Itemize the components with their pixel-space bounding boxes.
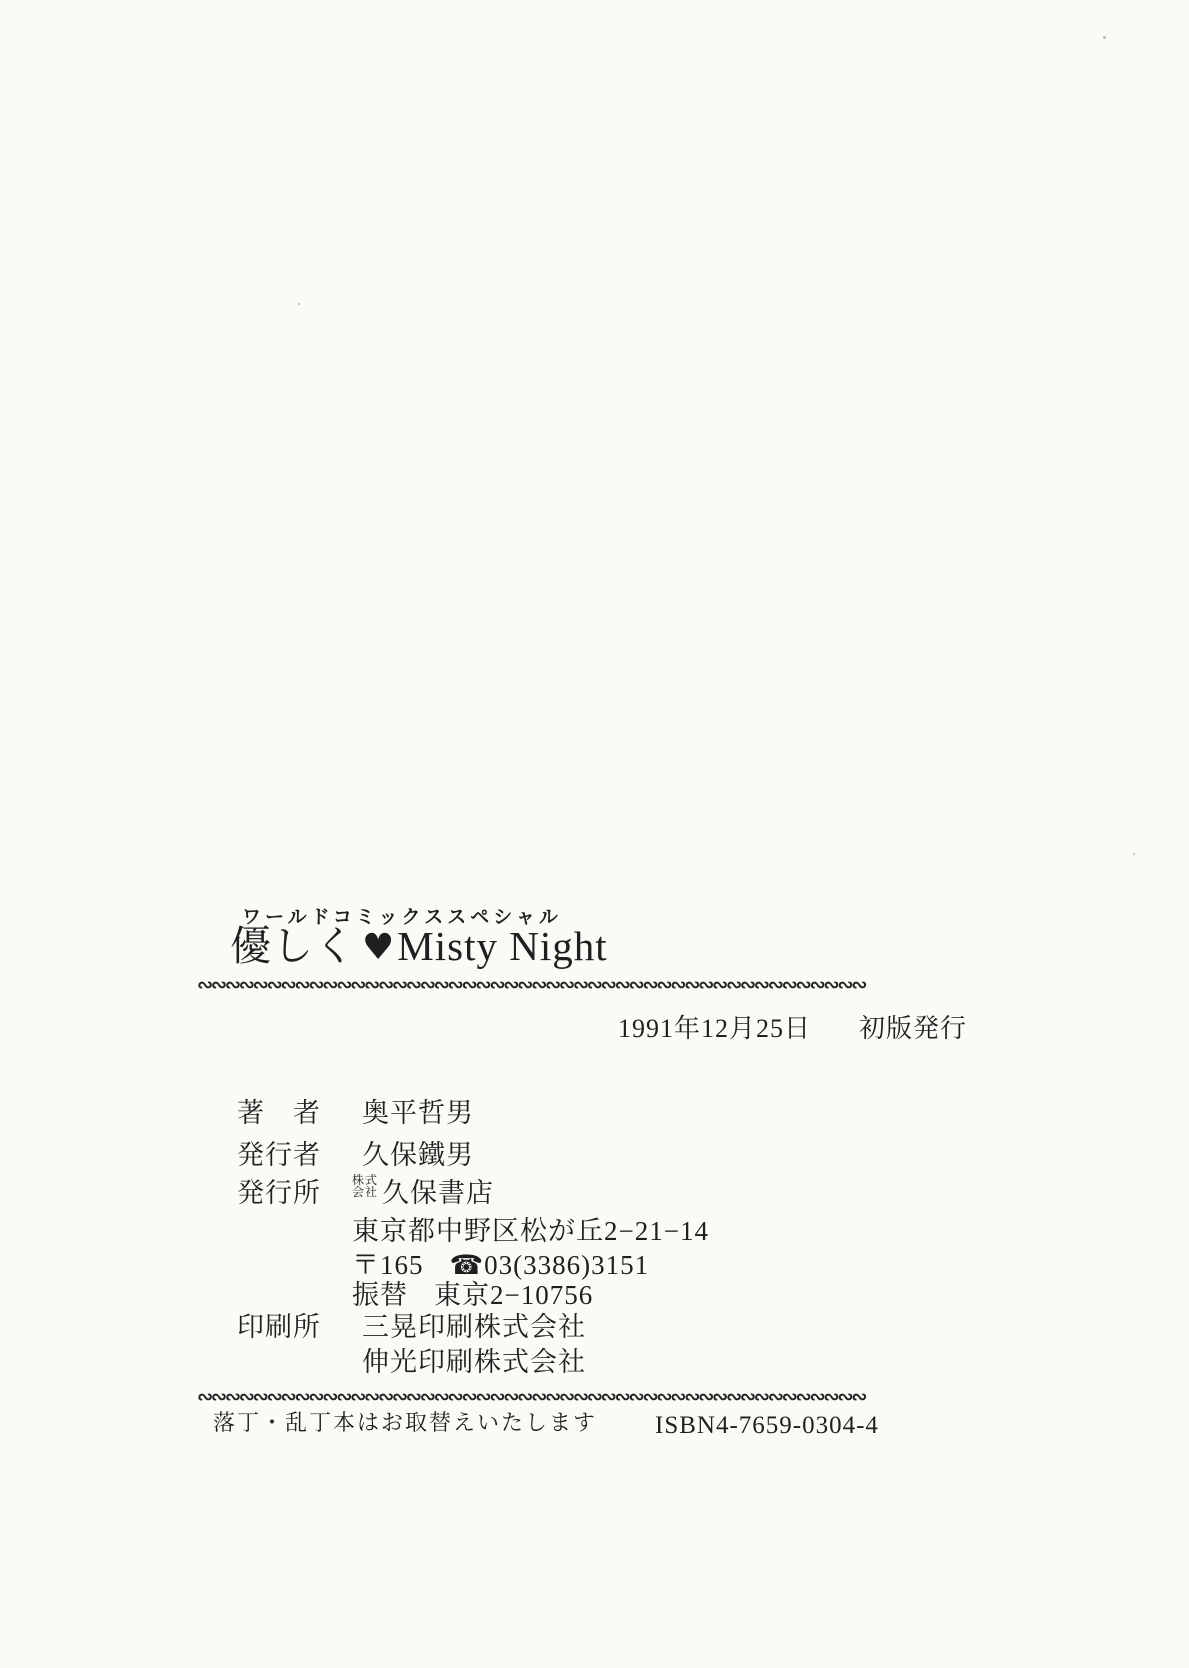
publisher-person-label: 発行者 — [237, 1140, 321, 1170]
company-prefix-bottom: 会社 — [352, 1185, 379, 1199]
ornament-divider-top: ∾∾∾∾∾∾∾∾∾∾∾∾∾∾∾∾∾∾∾∾∾∾∾∾∾∾∾∾∾∾∾∾∾∾∾∾∾∾∾∾∾∾∾∾∾∾∾∾ — [197, 976, 866, 996]
defective-copy-notice: 落丁・乱丁本はお取替えいたします — [213, 1410, 598, 1435]
company-type-prefix — [352, 1174, 378, 1198]
transfer-label: 振替 — [352, 1280, 408, 1310]
publisher-address: 東京都中野区松が丘2−21−14 — [352, 1216, 709, 1246]
scan-speck — [1103, 36, 1106, 39]
printer-label: 印刷所 — [237, 1312, 321, 1342]
edition-label: 初版発行 — [859, 1014, 968, 1043]
series-label: ワールドコミックススペシャル — [242, 906, 562, 928]
printer-name: 三晃印刷株式会社 — [362, 1312, 586, 1342]
publisher-person-name: 久保鐵男 — [362, 1140, 474, 1170]
company-prefix-top: 株式 — [352, 1173, 379, 1187]
publisher-company-name: 久保書店 — [382, 1178, 494, 1208]
author-name: 奥平哲男 — [362, 1098, 474, 1128]
publisher-label: 発行所 — [237, 1178, 321, 1208]
phone-number: 03(3386)3151 — [484, 1250, 650, 1280]
scan-speck — [298, 303, 300, 305]
postal-code: 〒165 — [352, 1250, 424, 1280]
title-japanese: 優しく — [230, 923, 356, 969]
isbn-number: ISBN4-7659-0304-4 — [655, 1412, 879, 1439]
book-title — [230, 922, 608, 972]
edition-line — [618, 1008, 967, 1045]
transfer-account: 東京2−10756 — [434, 1280, 594, 1310]
ornament-divider-bottom: ∾∾∾∾∾∾∾∾∾∾∾∾∾∾∾∾∾∾∾∾∾∾∾∾∾∾∾∾∾∾∾∾∾∾∾∾∾∾∾∾∾∾∾∾∾∾∾∾ — [197, 1388, 866, 1408]
telephone-icon: ☎ — [449, 1250, 485, 1280]
publication-date: 1991年12月25日 — [618, 1014, 812, 1043]
heart-icon: ♥ — [362, 927, 396, 968]
author-label: 著 者 — [237, 1098, 321, 1128]
title-english: Misty Night — [397, 923, 608, 969]
printer-name-2: 伸光印刷株式会社 — [362, 1347, 586, 1377]
scan-speck — [1133, 853, 1135, 855]
